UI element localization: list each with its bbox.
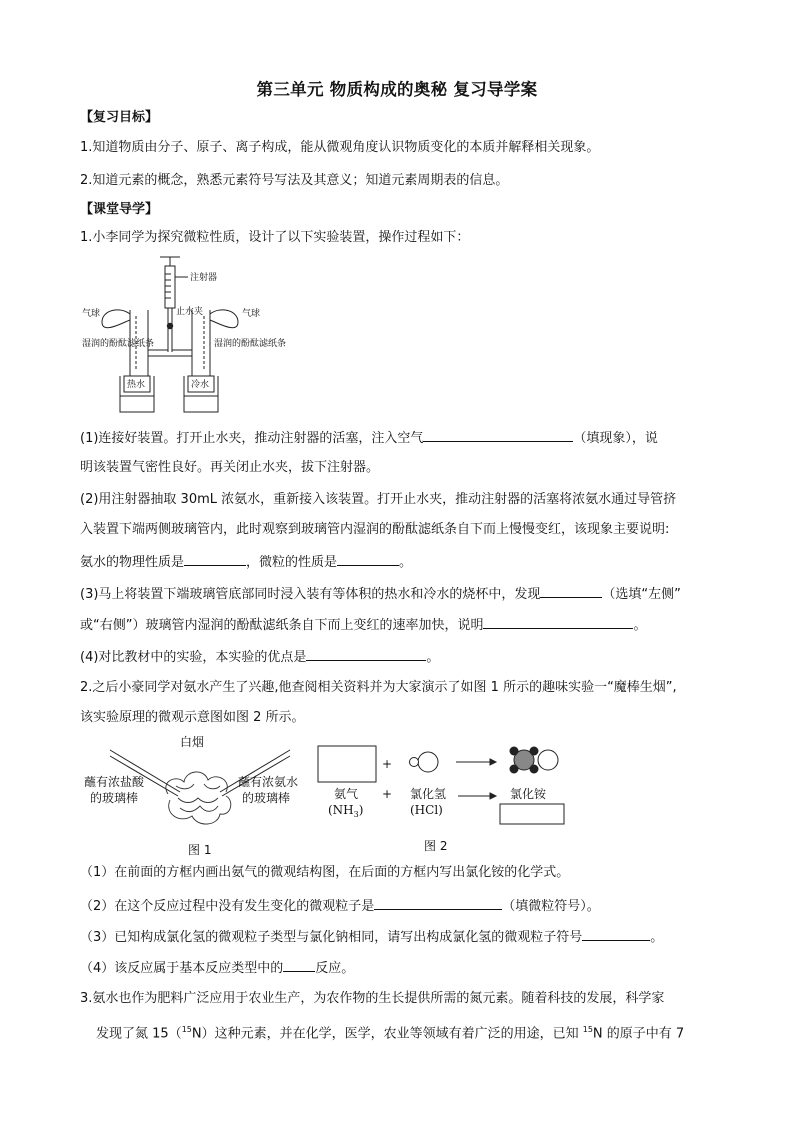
- q1-p4-text-a: (4)对比教材中的实验，本实验的优点是: [80, 650, 307, 665]
- q3-line2: [96, 1021, 684, 1043]
- q1-part1-line2: 明该装置气密性良好。再关闭止水夹，拔下注射器。: [80, 460, 380, 475]
- syringe-label: 注射器: [190, 273, 218, 283]
- clamp-icon: [167, 323, 173, 329]
- q1-p1-text-b: （填现象），说: [573, 431, 658, 446]
- right-rod-label-b: 的玻璃棒: [242, 791, 291, 805]
- balloon-left-label: 气球: [82, 309, 101, 319]
- q2-s3-text-a: （3）已知构成氯化氢的微观粒子类型与氯化钠相同，请写出构成氯化氢的微观粒子符号: [80, 930, 583, 945]
- answer-blank-8[interactable]: [582, 927, 650, 941]
- q2-sub2: [80, 896, 600, 916]
- q3-sup-1: 15: [181, 1025, 192, 1034]
- goal-1: 1.知道物质由分子、原子、离子构成，能从微观角度认识物质变化的本质并解释相关现象。: [80, 140, 600, 155]
- left-rod-label-a: 蘸有浓盐酸: [84, 775, 145, 789]
- q2-s4-text-b: 反应。: [315, 961, 355, 976]
- ammonia-formula: $(NH_3)$: [328, 803, 364, 819]
- right-rod-label-a: 蘸有浓氨水: [238, 775, 299, 789]
- plus-sign-2: +: [382, 787, 393, 801]
- q1-part2-line2: 入装置下端两侧玻璃管内，此时观察到玻璃管内湿润的酚酞滤纸条自下而上慢慢变红，该现象主要说明:: [80, 522, 670, 537]
- section-review-goals: 【复习目标】: [80, 110, 159, 125]
- answer-blank-2[interactable]: [184, 552, 246, 566]
- q1-p3-text-d: 。: [633, 618, 647, 633]
- nh4cl-formula-box[interactable]: [500, 804, 564, 824]
- left-rod-label-b: 的玻璃棒: [90, 791, 139, 805]
- answer-blank-5[interactable]: [483, 615, 633, 629]
- q1-intro: 1.小李同学为探究微粒性质，设计了以下实验装置，操作过程如下：: [80, 230, 470, 245]
- q2-intro-line2: 该实验原理的微观示意图如图 2 所示。: [80, 710, 305, 725]
- q1-p3-text-a: (3)马上将装置下端玻璃管底部同时浸入装有等体积的热水和冷水的烧杯中，发现: [80, 587, 541, 602]
- answer-blank-9[interactable]: [283, 958, 315, 972]
- smoke-label: 白烟: [180, 735, 205, 749]
- glass-rod-icon: [110, 750, 290, 796]
- q2-s3-text-b: 。: [650, 930, 664, 945]
- hcl-label: 氯化氢: [410, 787, 447, 801]
- paper-right-label: 湿润的酚酞滤纸条: [214, 339, 287, 349]
- ammonium-chloride-icon: [510, 747, 559, 774]
- figure-1-caption: 图 1: [188, 843, 212, 857]
- hcl-formula: (HCl): [410, 803, 443, 817]
- cold-water-label: 冷水: [191, 380, 210, 390]
- section-class-guide: 【课堂导学】: [80, 202, 159, 217]
- syringe-icon: [160, 257, 188, 352]
- q3-sup-2: 15: [582, 1025, 593, 1034]
- hot-water-label: 热水: [127, 380, 146, 390]
- q1-part2-line1: (2)用注射器抽取 30mL 浓氨水，重新接入该装置。打开止水夹，推动注射器的活塞将浓氨水通过导管挤: [80, 492, 677, 507]
- q3-line1: 3.氨水也作为肥料广泛应用于农业生产，为农作物的生长提供所需的氮元素。随着科技的发展，科学家: [80, 991, 665, 1006]
- answer-blank-3[interactable]: [337, 552, 399, 566]
- figure-2-caption: 图 2: [424, 839, 448, 853]
- q2-sub1: （1）在前面的方框内画出氨气的微观结构图，在后面的方框内写出氯化铵的化学式。: [80, 865, 570, 880]
- q1-part3-line2: [80, 615, 647, 635]
- q2-sub3: [80, 927, 663, 947]
- q2-s4-text-a: （4）该反应属于基本反应类型中的: [80, 961, 284, 976]
- balloon-right-label: 气球: [242, 309, 261, 319]
- q3-text-b: N）这种元素，并在化学，医学，农业等领域有着广泛的用途，已知: [191, 1026, 583, 1042]
- goal-2: 2.知道元素的概念，熟悉元素符号写法及其意义；知道元素周期表的信息。: [80, 173, 509, 188]
- q1-part1-line1: [80, 428, 658, 448]
- apparatus-diagram: [80, 252, 287, 418]
- q2-s2-text-a: （2）在这个反应过程中没有发生变化的微观粒子是: [80, 899, 375, 914]
- q1-part4: [80, 647, 439, 667]
- nh4cl-label: 氯化铵: [510, 787, 547, 801]
- answer-blank-7[interactable]: [374, 896, 502, 910]
- q1-p3-text-c: 或“右侧”）玻璃管内湿润的酚酞滤纸条自下而上变红的速率加快，说明: [80, 618, 484, 633]
- answer-blank-6[interactable]: [306, 647, 426, 661]
- q1-p4-text-b: 。: [426, 650, 440, 665]
- figure-2: [314, 740, 574, 856]
- q1-p2-text-d: ，微粒的性质是: [246, 555, 338, 570]
- q2-sub4: [80, 958, 354, 978]
- q1-part2-line3: [80, 552, 412, 572]
- arrow-icon: [456, 759, 496, 799]
- q2-intro-line1: 2.之后小豪同学对氨水产生了兴趣,他查阅相关资料并为大家演示了如图 1 所示的趣味实验一“魔棒生烟”,: [80, 680, 677, 695]
- hcl-molecule-icon: [410, 752, 439, 772]
- page-title: 第三单元 物质构成的奥秘 复习导学案: [256, 80, 538, 99]
- q1-p3-text-b: （选填“左侧”: [602, 587, 681, 602]
- answer-blank-4[interactable]: [540, 584, 602, 598]
- q1-p2-text-e: 。: [399, 555, 413, 570]
- clamp-label: 止水夹: [176, 307, 204, 317]
- q3-text-c: N 的原子中有 7: [592, 1026, 685, 1042]
- ammonia-box[interactable]: [318, 746, 376, 782]
- ammonia-label: 氨气: [334, 787, 359, 801]
- plus-sign-1: +: [382, 757, 393, 771]
- q1-p1-text-a: (1)连接好装置。打开止水夹，推动注射器的活塞，注入空气: [80, 431, 424, 446]
- figure-1: [80, 734, 320, 860]
- paper-left-label: 湿润的酚酞滤纸条: [82, 339, 155, 349]
- q1-p2-text-c: 氨水的物理性质是: [80, 555, 185, 570]
- q2-s2-text-b: （填微粒符号）。: [502, 899, 600, 914]
- q3-text-a: 发现了氮 15（: [96, 1026, 182, 1042]
- answer-blank-1[interactable]: [423, 428, 573, 442]
- smoke-icon: [166, 772, 231, 824]
- q1-part3-line1: [80, 584, 681, 604]
